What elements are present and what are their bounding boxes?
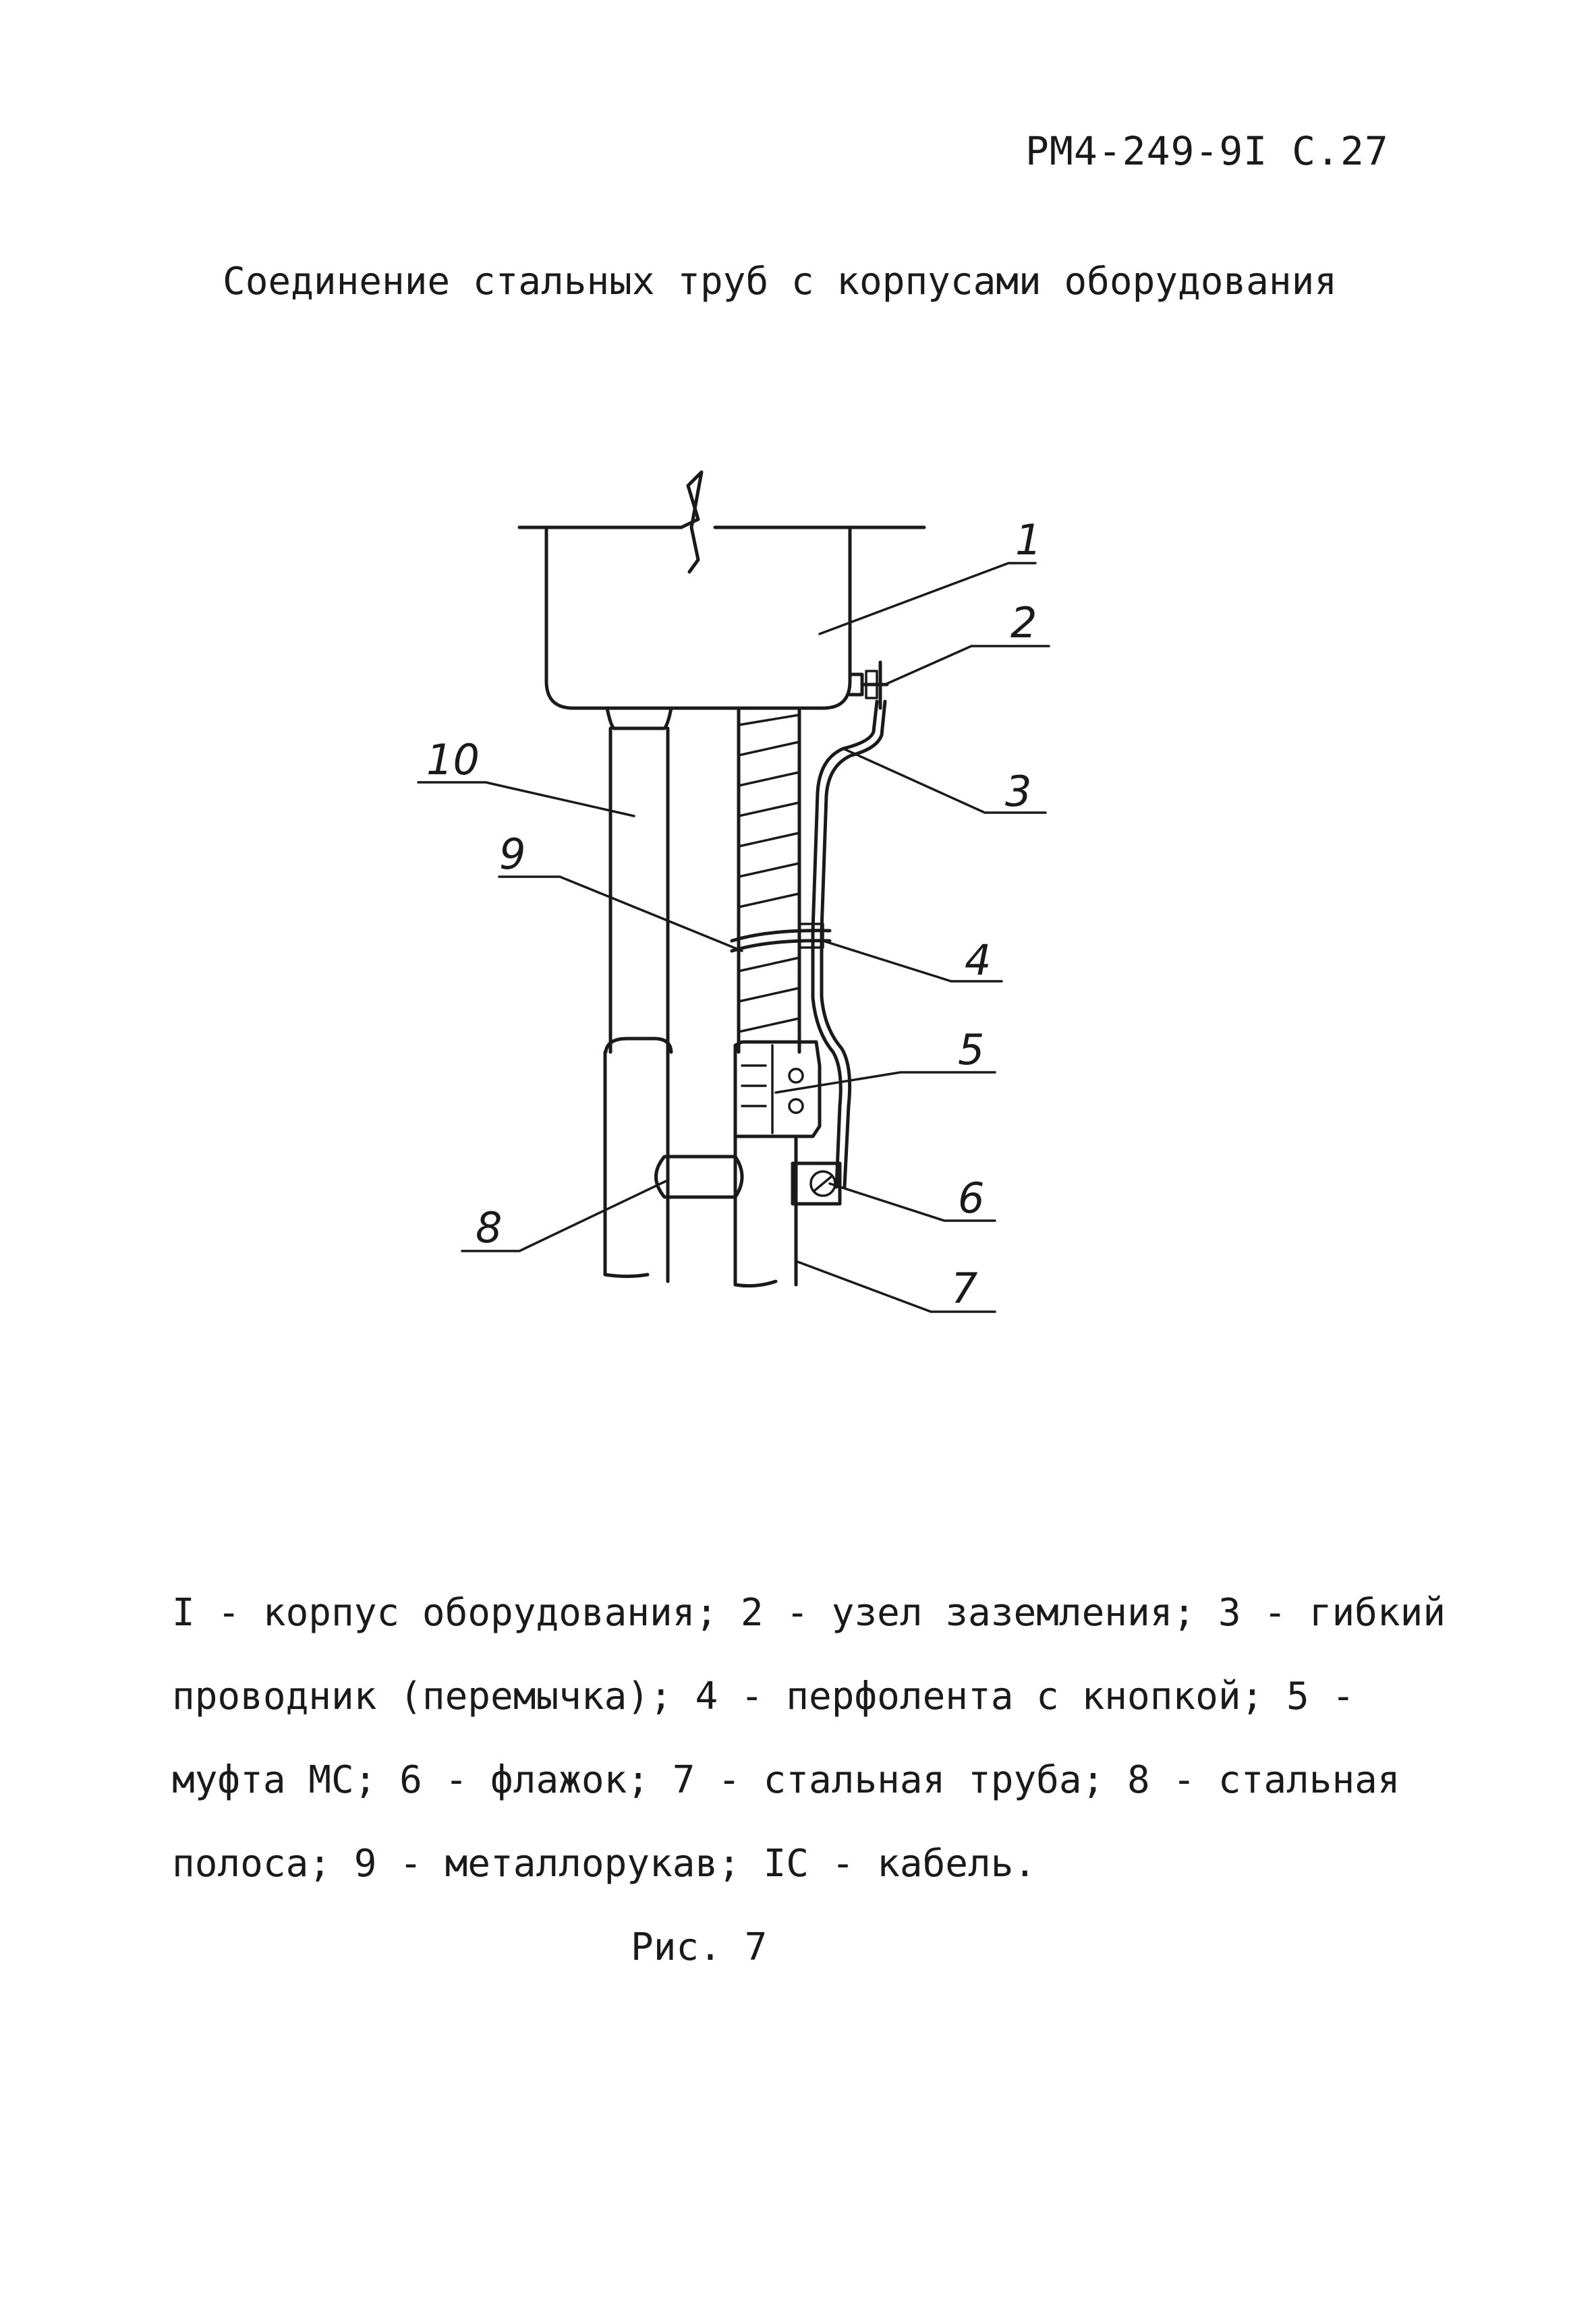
callout-1: 1: [1015, 515, 1042, 564]
callout-5: 5: [958, 1025, 985, 1074]
legend-line: полоса; 9 - металлорукав; IС - кабель.: [172, 1842, 1037, 1886]
page-title: Соединение стальных труб с корпусами оборудования: [223, 260, 1338, 303]
figure-legend: [172, 1571, 1446, 1906]
legend-line: муфта МС; 6 - флажок; 7 - стальная труба; 8 - стальная: [172, 1758, 1400, 1802]
perforated-tape-clamp: [732, 924, 830, 951]
steel-pipe: [735, 1136, 796, 1286]
callout-4: 4: [965, 935, 992, 985]
equipment-housing: [519, 472, 924, 708]
callout-3: 3: [1005, 767, 1032, 816]
grounding-node: [850, 662, 887, 708]
callout-6: 6: [958, 1173, 985, 1223]
metal-hose: [739, 708, 799, 1052]
callout-2: 2: [1010, 598, 1037, 647]
ms-coupling: [735, 1042, 820, 1136]
callout-9: 9: [499, 830, 526, 879]
figure-caption: Рис. 7: [631, 1925, 768, 1969]
callout-7: 7: [951, 1264, 978, 1313]
page-header: РМ4-249-9I С.27: [1025, 128, 1389, 174]
legend-line: I - корпус оборудования; 2 - узел заземления; 3 - гибкий: [172, 1591, 1446, 1635]
callout-8: 8: [476, 1203, 503, 1252]
callout-10: 10: [426, 735, 480, 784]
legend-line: проводник (перемычка); 4 - перфолента с кнопкой; 5 -: [172, 1675, 1355, 1718]
